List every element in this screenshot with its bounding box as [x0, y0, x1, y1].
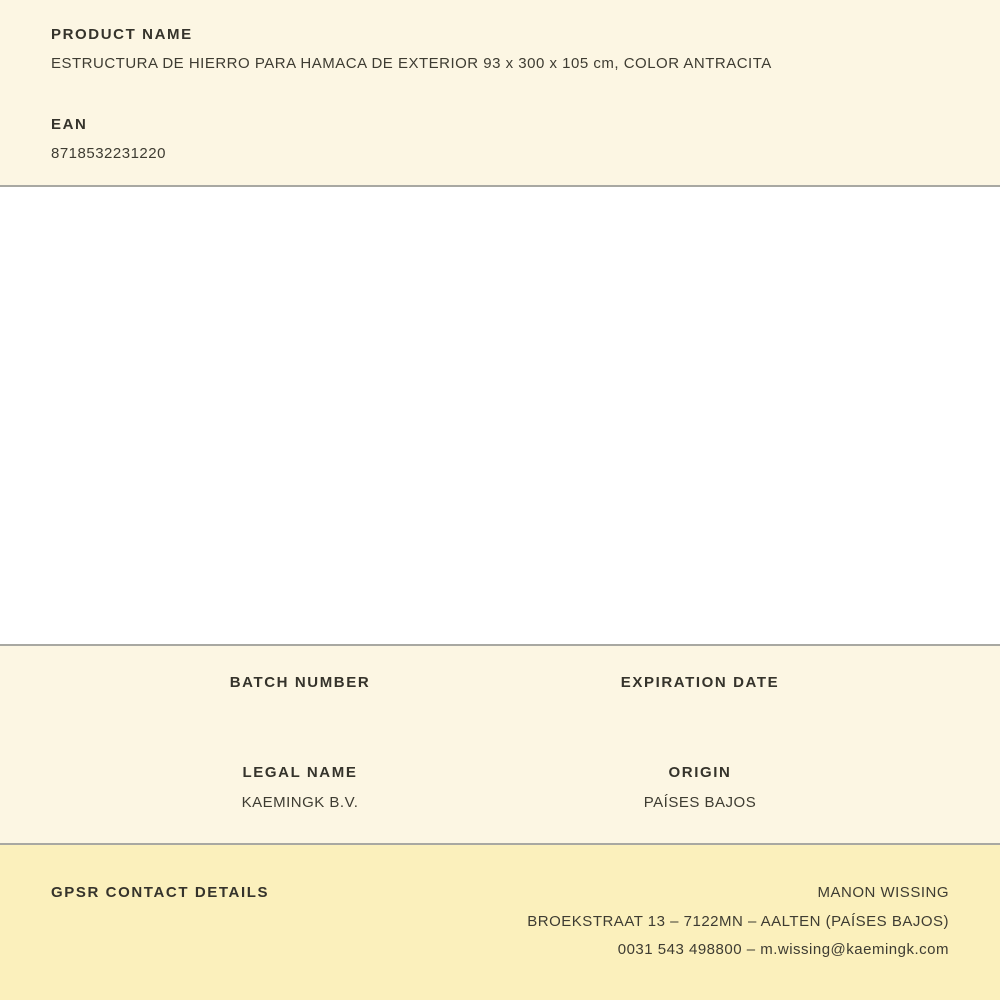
details-grid: [100, 673, 900, 823]
ean-label: EAN: [51, 116, 88, 133]
batch-number-label: BATCH NUMBER: [229, 674, 371, 691]
origin-label: ORIGIN: [668, 764, 732, 781]
contact-phone-email: 0031 543 498800 – m.wissing@kaemingk.com: [617, 941, 949, 958]
origin-value: PAÍSES BAJOS: [643, 794, 757, 811]
expiration-date-label: EXPIRATION DATE: [620, 674, 780, 691]
details-section: [0, 646, 1000, 843]
gpsr-contact-section: [0, 845, 1000, 1000]
batch-number-value: [100, 693, 500, 763]
contact-name: MANON WISSING: [817, 884, 949, 901]
header-section: [0, 0, 1000, 185]
product-name-label: PRODUCT NAME: [51, 26, 193, 43]
legal-name-label: LEGAL NAME: [242, 764, 358, 781]
gpsr-contact-info: [527, 879, 949, 965]
image-placeholder-area: [0, 187, 1000, 644]
contact-address: BROEKSTRAAT 13 – 7122MN – AALTEN (PAÍSES BAJOS): [527, 912, 949, 930]
gpsr-contact-label: GPSR CONTACT DETAILS: [51, 884, 270, 901]
product-name-value: ESTRUCTURA DE HIERRO PARA HAMACA DE EXTERIOR 93 x 300 x 105 cm, COLOR ANTRACITA: [51, 55, 772, 72]
ean-value: 8718532231220: [51, 145, 166, 162]
legal-name-value: KAEMINGK B.V.: [241, 794, 359, 811]
expiration-date-value: [500, 693, 900, 763]
